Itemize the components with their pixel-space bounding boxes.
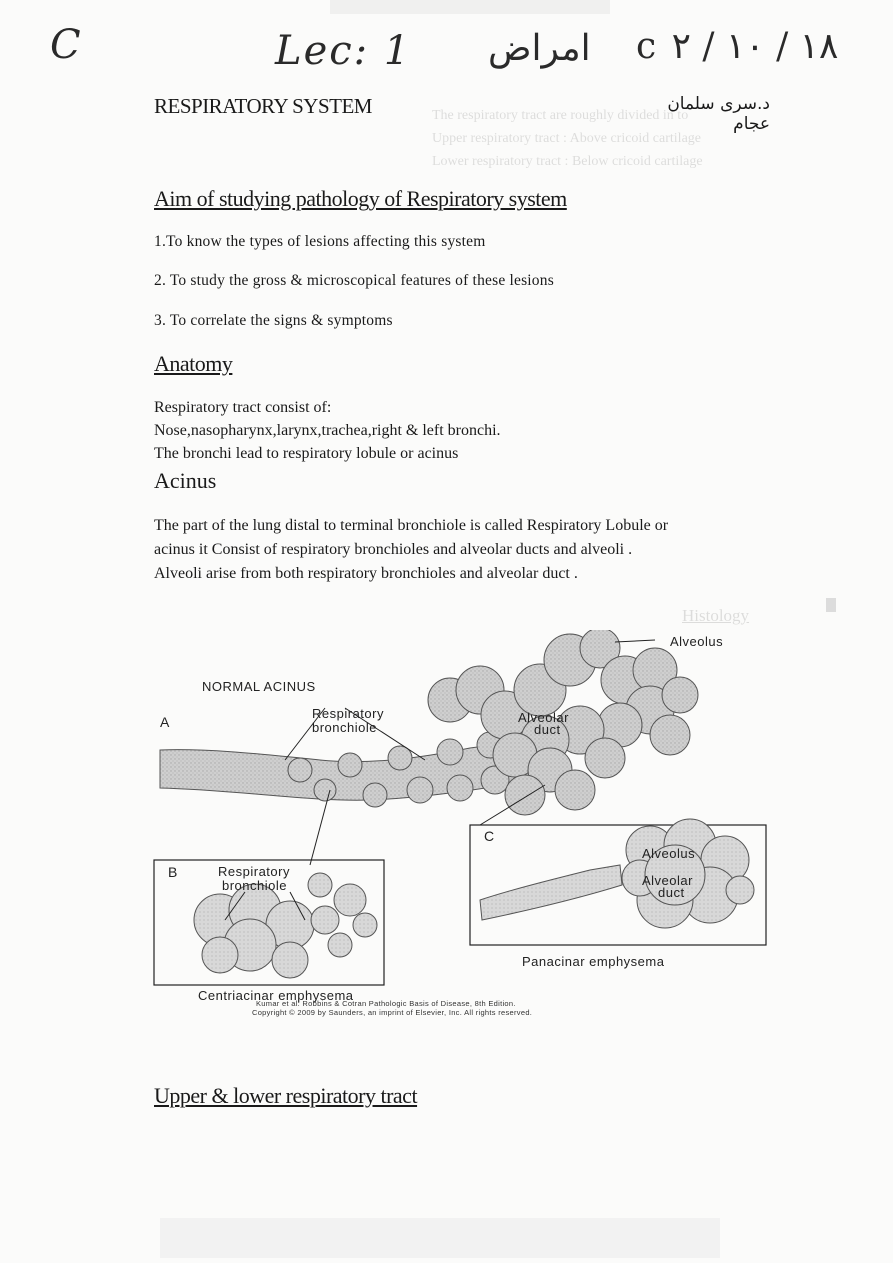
resp-bronchiole-b-line2: bronchiole — [222, 878, 287, 893]
panel-a-label: A — [160, 714, 170, 730]
resp-bronchiole-a-line1: Respiratory — [312, 706, 384, 721]
aim-heading: Aim of studying pathology of Respiratory system — [154, 186, 567, 211]
aim-item-2: 2. To study the gross & microscopical features of these lesions — [154, 272, 554, 289]
scan-noise-top — [330, 0, 610, 14]
author-name: د.سرى سلمان عجام — [667, 94, 770, 134]
centriacinar-caption: Centriacinar emphysema — [198, 988, 354, 1003]
handwritten-mark: C — [50, 22, 83, 68]
alveolar-duct-a-line1: Alveolar — [518, 710, 569, 725]
bleed-line-3: Lower respiratory tract : Below cricoid cartilage — [432, 154, 703, 169]
acinus-heading: Acinus — [154, 468, 217, 493]
alveolus-a: Alveolus — [670, 634, 724, 649]
acinus-line-1: The part of the lung distal to terminal bronchiole is called Respiratory Lobule or — [154, 517, 669, 534]
anatomy-line-1: Respiratory tract consist of: — [154, 399, 332, 416]
panacinar-caption: Panacinar emphysema — [522, 954, 665, 969]
acinus-line-2: acinus it Consist of respiratory bronchioles and alveolar ducts and alveoli . — [154, 541, 633, 558]
scan-noise-right — [826, 598, 836, 612]
page-title: RESPIRATORY SYSTEM — [154, 94, 372, 118]
panel-c-label: C — [484, 828, 495, 844]
figure-credit-2: Copyright © 2009 by Saunders, an imprint of Elsevier, Inc. All rights reserved. — [252, 1008, 533, 1017]
resp-bronchiole-a-line2: bronchiole — [312, 720, 377, 735]
leader-alveolus — [615, 640, 655, 642]
panel-b-label: B — [168, 864, 178, 880]
acinus-line-3: Alveoli arise from both respiratory bronchioles and alveolar duct . — [154, 565, 578, 582]
alveolar-duct-a-line2: duct — [534, 722, 561, 737]
handwritten-subject: امراض — [488, 28, 591, 69]
anatomy-line-2: Nose,nasopharynx,larynx,trachea,right & left bronchi. — [154, 422, 501, 439]
alveolar-duct-c-line2: duct — [658, 885, 685, 900]
bleed-histology: Histology — [682, 606, 750, 625]
aim-item-3: 3. To correlate the signs & symptoms — [154, 312, 393, 329]
figure-title: NORMAL ACINUS — [202, 679, 316, 694]
bleed-line-2: Upper respiratory tract : Above cricoid cartilage — [432, 131, 701, 146]
anatomy-heading: Anatomy — [154, 351, 233, 376]
handwritten-lecture: Lec: 1 — [275, 28, 412, 74]
acinus-figure — [150, 630, 790, 1020]
bleed-line-1: The respiratory tract are roughly divided in to — [432, 108, 689, 123]
upper-lower-tract-heading: Upper & lower respiratory tract — [154, 1083, 418, 1108]
connector-b — [310, 790, 330, 865]
aim-item-1: 1.To know the types of lesions affecting this system — [154, 233, 486, 250]
alveolus-c: Alveolus — [642, 846, 696, 861]
figure-credit-1: Kumar et al: Robbins & Cotran Pathologic Basis of Disease, 8th Edition. — [256, 999, 516, 1008]
anatomy-line-3: The bronchi lead to respiratory lobule or acinus — [154, 445, 459, 462]
resp-bronchiole-b-line1: Respiratory — [218, 864, 290, 879]
panel-c-duct — [480, 865, 622, 920]
scan-noise-bottom — [160, 1218, 720, 1258]
alveolar-duct-c-line1: Alveolar — [642, 873, 693, 888]
handwritten-date: c ١٨ / ١٠ / ٢ — [636, 26, 839, 67]
